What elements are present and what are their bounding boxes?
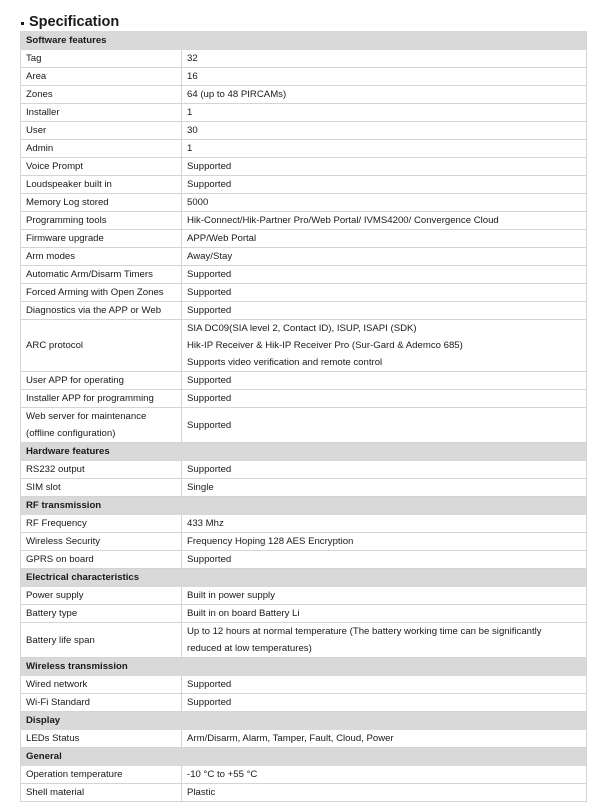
- spec-value: Supported: [187, 269, 232, 280]
- spec-label: Area: [26, 71, 47, 82]
- spec-value: 1: [187, 107, 193, 118]
- spec-value: Frequency Hoping 128 AES Encryption: [187, 536, 354, 547]
- spec-label-cell: [21, 766, 182, 784]
- spec-value-cell: [182, 784, 587, 802]
- spec-value: Built in on board Battery Li: [187, 608, 300, 619]
- spec-row: [21, 104, 587, 122]
- spec-value-cell: [182, 158, 587, 176]
- spec-row: [21, 676, 587, 694]
- spec-label-cell: [21, 623, 182, 658]
- spec-label-cell: [21, 212, 182, 230]
- spec-label-cell: [21, 176, 182, 194]
- spec-label-cell: [21, 320, 182, 372]
- section-header-row: [21, 569, 587, 587]
- spec-value: Built in power supply: [187, 590, 275, 601]
- spec-row: [21, 372, 587, 390]
- spec-label-cell: [21, 605, 182, 623]
- section-heading: Software features: [21, 32, 587, 50]
- spec-row: [21, 50, 587, 68]
- section-heading: Electrical characteristics: [21, 569, 587, 587]
- spec-label-cell: [21, 372, 182, 390]
- spec-label-cell: [21, 694, 182, 712]
- spec-label-cell: [21, 390, 182, 408]
- spec-value-cell: [182, 587, 587, 605]
- spec-row: [21, 284, 587, 302]
- spec-label-cell: [21, 50, 182, 68]
- spec-value: Plastic: [187, 787, 216, 798]
- spec-label: User: [26, 125, 47, 136]
- spec-label: Forced Arming with Open Zones: [26, 287, 164, 298]
- spec-row: [21, 587, 587, 605]
- spec-value: Supported: [187, 697, 232, 708]
- spec-row: [21, 784, 587, 802]
- spec-row: [21, 194, 587, 212]
- spec-row: [21, 515, 587, 533]
- spec-label: Arm modes: [26, 251, 76, 262]
- spec-label: Memory Log stored: [26, 197, 109, 208]
- spec-value-cell: [182, 623, 587, 658]
- spec-row: [21, 390, 587, 408]
- spec-label: Battery type: [26, 608, 78, 619]
- spec-value-cell: [182, 372, 587, 390]
- spec-row: [21, 408, 587, 443]
- spec-label-cell: [21, 730, 182, 748]
- spec-label: Installer: [26, 107, 60, 118]
- spec-label: Tag: [26, 53, 42, 64]
- spec-value-cell: [182, 390, 587, 408]
- spec-value-cell: [182, 515, 587, 533]
- spec-value-cell: [182, 605, 587, 623]
- spec-row: [21, 176, 587, 194]
- spec-value-cell: [182, 140, 587, 158]
- spec-row: [21, 605, 587, 623]
- spec-label-cell: [21, 104, 182, 122]
- spec-value-cell: [182, 104, 587, 122]
- spec-label: Diagnostics via the APP or Web: [26, 305, 162, 316]
- spec-value: Up to 12 hours at normal temperature (The battery working time can be significantly: [187, 626, 542, 637]
- spec-label: SIM slot: [26, 482, 61, 493]
- section-header-row: [21, 748, 587, 766]
- spec-label: Admin: [26, 143, 54, 154]
- spec-row: [21, 730, 587, 748]
- spec-value: Supported: [187, 179, 232, 190]
- spec-row: [21, 533, 587, 551]
- spec-label-cell: [21, 68, 182, 86]
- spec-value: 1: [187, 143, 193, 154]
- spec-value: 433 Mhz: [187, 518, 224, 529]
- spec-label-cell: [21, 266, 182, 284]
- spec-value: Supported: [187, 287, 232, 298]
- spec-value: Hik-IP Receiver & Hik-IP Receiver Pro (Sur-Gard & Ademco 685): [187, 340, 463, 351]
- spec-value: SIA DC09(SIA level 2, Contact ID), ISUP, ISAPI (SDK): [187, 323, 417, 334]
- spec-label-cell: [21, 140, 182, 158]
- spec-label: Web server for maintenance: [26, 411, 147, 422]
- spec-label: Power supply: [26, 590, 84, 601]
- spec-label-cell: [21, 86, 182, 104]
- spec-value-cell: [182, 694, 587, 712]
- spec-label: RS232 output: [26, 464, 85, 475]
- spec-label-cell: [21, 408, 182, 443]
- spec-row: [21, 230, 587, 248]
- spec-value-cell: [182, 68, 587, 86]
- spec-value: Supported: [187, 419, 232, 431]
- spec-value: Supports video verification and remote control: [187, 357, 383, 368]
- spec-row: [21, 320, 587, 372]
- spec-label-cell: [21, 587, 182, 605]
- section-header-row: [21, 32, 587, 50]
- spec-value: -10 °C to +55 °C: [187, 769, 258, 780]
- spec-value-cell: [182, 676, 587, 694]
- spec-row: [21, 212, 587, 230]
- spec-value: 64 (up to 48 PIRCAMs): [187, 89, 287, 100]
- spec-value: reduced at low temperatures): [187, 643, 312, 654]
- spec-value: Arm/Disarm, Alarm, Tamper, Fault, Cloud, Power: [187, 733, 394, 744]
- spec-value-cell: [182, 194, 587, 212]
- spec-label-cell: [21, 284, 182, 302]
- section-header-row: [21, 658, 587, 676]
- spec-label-cell: [21, 302, 182, 320]
- spec-label-cell: [21, 122, 182, 140]
- spec-row: [21, 158, 587, 176]
- spec-value-cell: [182, 230, 587, 248]
- spec-label: Loudspeaker built in: [26, 179, 112, 190]
- spec-label: User APP for operating: [26, 375, 124, 386]
- spec-value: Supported: [187, 375, 232, 386]
- spec-value: Supported: [187, 305, 232, 316]
- spec-label-cell: [21, 194, 182, 212]
- spec-label: (offline configuration): [26, 428, 116, 439]
- spec-value-cell: [182, 533, 587, 551]
- spec-value-cell: [182, 266, 587, 284]
- section-header-row: [21, 497, 587, 515]
- section-heading: General: [21, 748, 587, 766]
- spec-value: Supported: [187, 393, 232, 404]
- spec-row: [21, 479, 587, 497]
- spec-label: Operation temperature: [26, 769, 123, 780]
- spec-value: APP/Web Portal: [187, 233, 257, 244]
- page-title: [21, 13, 119, 31]
- section-heading: RF transmission: [21, 497, 587, 515]
- spec-row: [21, 766, 587, 784]
- spec-label-cell: [21, 230, 182, 248]
- spec-label: ARC protocol: [26, 340, 84, 351]
- spec-value-cell: [182, 302, 587, 320]
- page-title-text: Specification: [29, 14, 120, 30]
- spec-label: Firmware upgrade: [26, 233, 104, 244]
- section-heading: Display: [21, 712, 587, 730]
- spec-value: Supported: [187, 161, 232, 172]
- spec-value-cell: [182, 50, 587, 68]
- spec-label-cell: [21, 248, 182, 266]
- spec-value-cell: [182, 766, 587, 784]
- spec-value: Supported: [187, 679, 232, 690]
- spec-label-cell: [21, 515, 182, 533]
- spec-value: Single: [187, 482, 214, 493]
- spec-row: [21, 694, 587, 712]
- section-heading: Hardware features: [21, 443, 587, 461]
- spec-value-cell: [182, 284, 587, 302]
- spec-label-cell: [21, 479, 182, 497]
- spec-row: [21, 86, 587, 104]
- spec-label: Wired network: [26, 679, 88, 690]
- spec-label-cell: [21, 784, 182, 802]
- spec-label-cell: [21, 676, 182, 694]
- spec-label: Wi-Fi Standard: [26, 697, 90, 708]
- spec-value: 32: [187, 53, 198, 64]
- spec-value-cell: [182, 551, 587, 569]
- spec-label: GPRS on board: [26, 554, 94, 565]
- spec-value-cell: [182, 86, 587, 104]
- spec-value-cell: [182, 408, 587, 443]
- spec-value-cell: [182, 176, 587, 194]
- spec-value: Supported: [187, 554, 232, 565]
- spec-value: 30: [187, 125, 198, 136]
- section-header-row: [21, 443, 587, 461]
- spec-table: [20, 31, 587, 802]
- spec-value-cell: [182, 122, 587, 140]
- spec-value: 16: [187, 71, 198, 82]
- spec-value-cell: [182, 212, 587, 230]
- spec-label-cell: [21, 461, 182, 479]
- spec-value-cell: [182, 730, 587, 748]
- spec-label-cell: [21, 158, 182, 176]
- spec-value: Supported: [187, 464, 232, 475]
- spec-label: Shell material: [26, 787, 85, 798]
- spec-value: Away/Stay: [187, 251, 233, 262]
- spec-row: [21, 140, 587, 158]
- spec-label: Voice Prompt: [26, 161, 84, 172]
- spec-label-cell: [21, 533, 182, 551]
- section-header-row: [21, 712, 587, 730]
- spec-row: [21, 266, 587, 284]
- section-heading: Wireless transmission: [21, 658, 587, 676]
- spec-label: Automatic Arm/Disarm Timers: [26, 269, 153, 280]
- spec-value-cell: [182, 248, 587, 266]
- bullet-icon: [21, 22, 24, 25]
- spec-row: [21, 461, 587, 479]
- spec-label: Battery life span: [26, 634, 95, 646]
- spec-value-cell: [182, 320, 587, 372]
- spec-row: [21, 551, 587, 569]
- spec-label: Programming tools: [26, 215, 107, 226]
- spec-value-cell: [182, 479, 587, 497]
- spec-label: Installer APP for programming: [26, 393, 154, 404]
- spec-label: LEDs Status: [26, 733, 80, 744]
- spec-value-cell: [182, 461, 587, 479]
- spec-row: [21, 623, 587, 658]
- spec-row: [21, 122, 587, 140]
- spec-row: [21, 302, 587, 320]
- spec-label: RF Frequency: [26, 518, 87, 529]
- spec-label: Zones: [26, 89, 53, 100]
- spec-row: [21, 68, 587, 86]
- spec-value: 5000: [187, 197, 209, 208]
- spec-label-cell: [21, 551, 182, 569]
- spec-label: Wireless Security: [26, 536, 101, 547]
- spec-row: [21, 248, 587, 266]
- spec-value: Hik-Connect/Hik-Partner Pro/Web Portal/ IVMS4200/ Convergence Cloud: [187, 215, 499, 226]
